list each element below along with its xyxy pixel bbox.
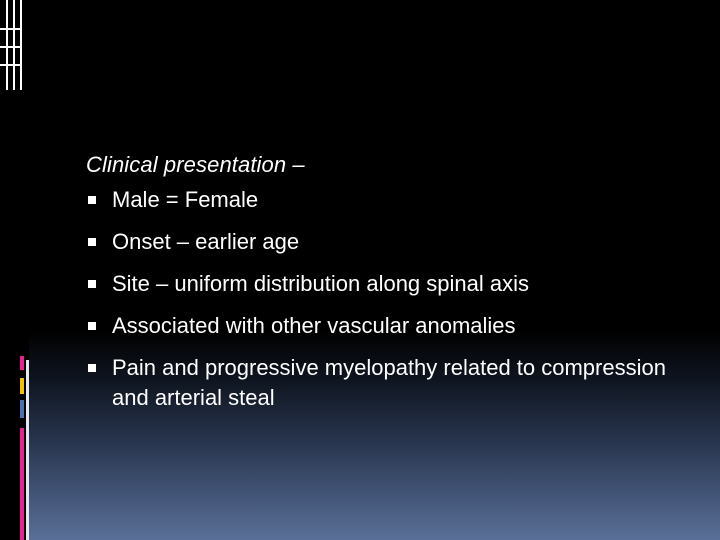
- accent-block-blue: [20, 400, 24, 418]
- square-bullet-icon: [88, 322, 96, 330]
- decor-line: [13, 0, 15, 90]
- slide-heading: Clinical presentation –: [86, 152, 305, 177]
- accent-block-yellow: [20, 378, 24, 394]
- decor-line: [20, 0, 22, 90]
- list-item-text: Male = Female: [112, 187, 259, 212]
- left-decorative-bar: [0, 0, 29, 540]
- accent-block-pink: [20, 356, 24, 370]
- list-item: [86, 269, 686, 299]
- decor-edge: [26, 360, 29, 540]
- square-bullet-icon: [88, 196, 96, 204]
- decor-line: [0, 64, 22, 66]
- square-bullet-icon: [88, 364, 96, 372]
- list-item: [86, 311, 686, 341]
- list-item-text: Onset – earlier age: [112, 229, 300, 254]
- decor-line: [0, 46, 22, 48]
- list-item-text: Pain and progressive myelopathy related to compression and arterial steal: [112, 355, 666, 410]
- slide-content: [86, 147, 686, 425]
- accent-block-pink-bottom: [20, 428, 24, 540]
- list-item-text: Associated with other vascular anomalies: [112, 313, 516, 338]
- list-item: [86, 227, 686, 257]
- bullet-list: [86, 185, 686, 413]
- list-item: [86, 353, 686, 413]
- decor-line: [0, 28, 22, 30]
- list-item-text: Site – uniform distribution along spinal axis: [112, 271, 530, 296]
- square-bullet-icon: [88, 280, 96, 288]
- square-bullet-icon: [88, 238, 96, 246]
- list-item: [86, 185, 686, 215]
- decor-line: [6, 0, 8, 90]
